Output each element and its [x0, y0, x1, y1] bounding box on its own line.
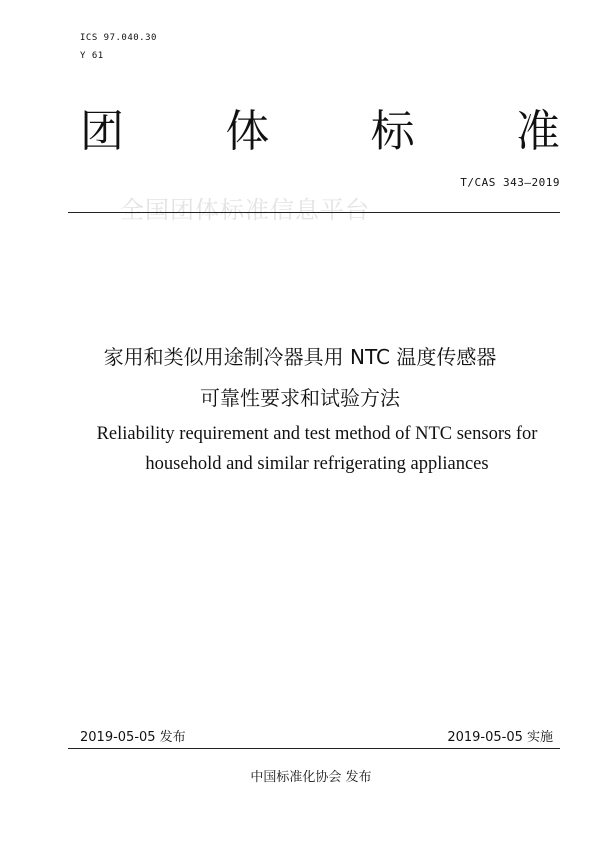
chinese-title-line-1: 家用和类似用途制冷器具用 NTC 温度传感器	[103, 345, 497, 369]
header-divider	[68, 212, 560, 213]
document-type-char-1: 团	[80, 106, 124, 157]
footer-divider	[68, 748, 560, 749]
ics-code: ICS 97.040.30	[80, 33, 157, 43]
document-type-char-2: 体	[225, 106, 270, 157]
document-type-char-4: 准	[515, 106, 560, 157]
standard-number: T/CAS 343—2019	[460, 176, 560, 189]
document-type-char-3: 标	[370, 106, 415, 157]
english-title-line-1: Reliability requirement and test method of NTC sensors for	[96, 424, 538, 444]
document-type-title	[80, 104, 560, 160]
chinese-title-line-2: 可靠性要求和试验方法	[200, 386, 400, 410]
watermark: 全国团体标准信息平台	[120, 196, 370, 224]
implementation-date: 2019-05-05 实施	[447, 730, 553, 745]
english-title-line-2: household and similar refrigerating appliances	[145, 454, 489, 474]
issue-date: 2019-05-05 发布	[80, 730, 186, 745]
publisher: 中国标准化协会 发布	[250, 770, 372, 785]
classification-code: Y 61	[80, 51, 104, 61]
